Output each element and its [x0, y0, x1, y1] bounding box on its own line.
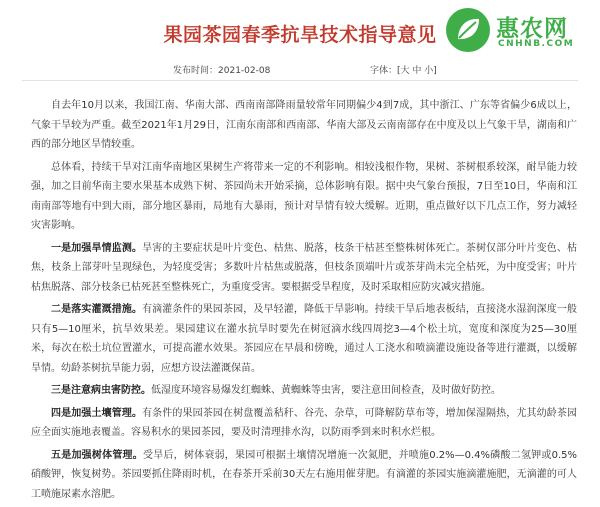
paragraph-7 [31, 446, 577, 505]
font-size-medium[interactable]: 中 [412, 66, 422, 76]
paragraph-lead: 二是落实灌溉措施。 [51, 304, 143, 315]
paragraph-text: 受旱后，树体衰弱，果园可根据土壤情况增施一次氮肥，并喷施0.2%—0.4%磷酸二氢钾或0.5%硝酸钾，恢复树势。茶园要抓住降雨时机，在春茶开采前30天左右施用催芽肥。有滴灌的茶园实施滴灌施肥，无滴灌的可人工喷施尿素水溶肥。 [31, 449, 578, 500]
publish-date: 2021-02-08 [218, 66, 271, 76]
paragraph-lead: 三是注意病虫害防控。 [51, 385, 151, 396]
paragraph-3 [31, 239, 577, 298]
paragraph-6 [31, 404, 577, 443]
paragraph-text: 自去年10月以来，我国江南、华南大部、西南南部降雨量较常年同期偏少4到7成，其中浙江、广东等省偏少6成以上，气象干旱较为严重。截至2021年1月29日，江南东南部和西南部、华南大部及云南南部存在中度及以上气象干旱，湖南和广西的部分地区旱情较重。 [31, 100, 577, 150]
paragraph-text: 有条件的果园茶园在树盘覆盖秸秆、谷壳、杂草，可降解防草布等，增加保湿隔热，尤其幼龄茶园应全面实施地表覆盖。容易积水的果园茶园，要及时清理排水沟，以防雨季到来时积水烂根。 [31, 407, 578, 438]
paragraph-2 [31, 158, 577, 236]
font-label: 字体： [370, 66, 398, 76]
header-divider [22, 80, 578, 81]
publish-info [173, 63, 270, 76]
logo-name: 惠农网 [496, 16, 568, 42]
article-body [31, 96, 577, 507]
publish-label: 发布时间： [173, 66, 219, 76]
paragraph-5 [31, 381, 577, 401]
paragraph-lead: 五是加强树体管理。 [51, 449, 144, 461]
article-title: 果园茶园春季抗旱技术指导意见 [163, 24, 437, 46]
leaf-icon [446, 8, 490, 52]
paragraph-1 [31, 96, 577, 155]
paragraph-text: 旱害的主要症状是叶片变色、枯焦、脱落，枝条干枯甚至整株树体死亡。茶树仅部分叶片变色、枯焦，枝条上部芽叶呈现绿色，为轻度受害；多数叶片枯焦或脱落，但枝条顶端叶片或茶芽尚未完全枯死，为中度受害；叶片枯焦脱落、部分枝条已枯死甚至整株死亡，为重度受害。要根据受旱程度，及时采取相应防灾减灾措施。 [31, 242, 578, 293]
font-size-controls [370, 63, 437, 76]
paragraph-lead: 一是加强旱情监测。 [51, 242, 143, 254]
paragraph-lead: 四是加强土壤管理。 [51, 407, 143, 419]
paragraph-text: 有滴灌条件的果园茶园，及早轻灌，降低干旱影响。持续干旱后地表板结，直接浇水湿润深度一般只有5—10厘米，抗旱效果差。果园建议在灌水抗旱时要先在树冠滴水线四周挖3—4个松土坑，宽度和深度为25—30厘米，每次在松土坑位置灌水，可提高灌水效果。茶园应在早晨和傍晚，通过人工浇水和喷滴灌设施设备等进行灌溉，以缓解旱情。幼龄茶树抗旱能力弱，应想方设法灌溉保苗。 [31, 304, 578, 374]
font-size-small[interactable]: 小] [424, 66, 437, 76]
logo-url: CNHNB.COM [498, 39, 575, 49]
paragraph-text: 总体看，持续干旱对江南华南地区果树生产将带来一定的不利影响。相较浅根作物，果树、茶树根系较深，耐旱能力较强，加之目前华南主要水果基本成熟下树、茶园尚未开始采摘，总体影响有限。据中央气象台预报，7日至10日，华南和江南南部等地有中到大雨，部分地区暴雨，局地有大暴雨，预计对旱情有较大缓解。近期，重点做好以下几点工作，努力减轻灾害影响。 [31, 161, 577, 231]
paragraph-text: 低湿度环境容易爆发红蜘蛛、黄蜘蛛等虫害，要注意田间检查，及时做好防控。 [151, 385, 501, 396]
font-size-large[interactable]: [大 [397, 66, 410, 76]
site-logo[interactable] [446, 8, 594, 52]
paragraph-4 [31, 300, 577, 378]
